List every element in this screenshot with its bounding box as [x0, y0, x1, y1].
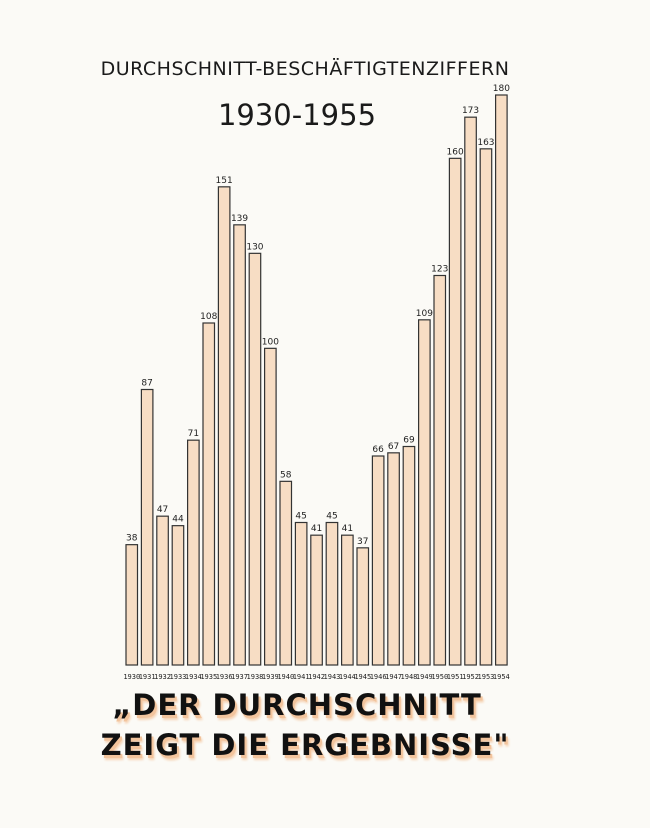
bar-1934 — [188, 440, 200, 665]
value-label-1936: 151 — [215, 175, 233, 186]
value-label-1947: 67 — [387, 441, 400, 452]
year-tick-1937: 1937 — [231, 673, 248, 681]
value-label-1948: 69 — [403, 435, 415, 446]
bar-1935 — [203, 323, 215, 665]
value-label-1940: 58 — [280, 470, 292, 481]
value-label-1935: 108 — [200, 312, 218, 322]
year-tick-1935: 1935 — [200, 673, 218, 681]
year-tick-1932: 1932 — [154, 673, 171, 681]
chart-subtitle: 1930-1955 — [217, 98, 377, 132]
bar-1940 — [280, 481, 292, 665]
bar-1947 — [388, 453, 400, 665]
bar-1951 — [449, 158, 461, 665]
year-tick-1941: 1941 — [292, 673, 310, 681]
value-label-1946: 66 — [372, 445, 384, 455]
value-label-1942: 41 — [310, 524, 323, 535]
bar-1946 — [372, 456, 384, 665]
value-label-1941: 45 — [295, 511, 307, 522]
year-tick-1953: 1953 — [477, 673, 495, 681]
bar-1944 — [342, 535, 354, 665]
value-label-1945: 37 — [357, 536, 369, 547]
year-tick-1934: 1934 — [184, 673, 202, 681]
value-label-1953: 163 — [477, 137, 495, 148]
value-label-1932: 47 — [156, 505, 169, 516]
year-tick-1949: 1949 — [415, 673, 433, 681]
year-tick-1945: 1945 — [354, 673, 372, 681]
bar-1941 — [295, 523, 307, 666]
value-label-1950: 123 — [431, 264, 449, 275]
value-label-1944: 41 — [341, 524, 354, 535]
slogan-line-1: „DER DURCHSCHNITT — [112, 688, 482, 722]
year-tick-1939: 1939 — [261, 673, 279, 681]
year-tick-1930: 1930 — [123, 673, 141, 681]
value-label-1943: 45 — [326, 511, 338, 522]
bar-1945 — [357, 548, 369, 665]
year-tick-1933: 1933 — [169, 673, 187, 681]
value-label-1939: 100 — [261, 337, 279, 348]
bar-1948 — [403, 447, 415, 666]
year-tick-1938: 1938 — [246, 673, 264, 681]
year-tick-1951: 1951 — [446, 673, 464, 681]
year-tick-1944: 1944 — [338, 673, 356, 681]
bar-1942 — [311, 535, 323, 665]
value-label-1933: 44 — [172, 514, 184, 525]
year-tick-1931: 1931 — [138, 673, 156, 681]
year-tick-1940: 1940 — [277, 673, 295, 681]
bar-1949 — [419, 320, 431, 665]
value-label-1952: 173 — [461, 106, 480, 117]
year-tick-1942: 1942 — [308, 673, 325, 681]
year-tick-1954: 1954 — [492, 673, 510, 681]
bar-1952 — [465, 117, 477, 665]
value-label-1949: 109 — [415, 308, 433, 319]
bar-1938 — [249, 253, 261, 665]
bar-1953 — [480, 149, 492, 665]
value-label-1937: 139 — [230, 213, 249, 224]
year-tick-1947: 1947 — [385, 673, 402, 681]
bar-1939 — [265, 348, 277, 665]
year-tick-1946: 1946 — [369, 673, 387, 681]
value-label-1951: 160 — [446, 147, 464, 158]
bar-1950 — [434, 276, 446, 666]
year-tick-1936: 1936 — [215, 673, 233, 681]
year-tick-1952: 1952 — [462, 673, 479, 681]
chart-title: DURCHSCHNITT-BESCHÄFTIGTENZIFFERN — [100, 58, 510, 80]
bar-1932 — [157, 516, 169, 665]
bar-1930 — [126, 545, 138, 665]
value-label-1954: 180 — [492, 84, 510, 94]
year-tick-1948: 1948 — [400, 673, 418, 681]
bar-1931 — [141, 390, 153, 666]
bar-1943 — [326, 523, 338, 666]
slogan-line-2: ZEIGT DIE ERGEBNISSE" — [100, 728, 510, 762]
value-label-1930: 38 — [126, 533, 138, 544]
bar-1937 — [234, 225, 246, 665]
bar-1936 — [218, 187, 230, 665]
bar-1933 — [172, 526, 184, 665]
value-label-1931: 87 — [141, 378, 153, 389]
year-tick-1943: 1943 — [323, 673, 341, 681]
bar-1954 — [496, 95, 508, 665]
year-tick-1950: 1950 — [431, 673, 449, 681]
value-label-1934: 71 — [187, 429, 200, 440]
value-label-1938: 130 — [246, 242, 264, 253]
